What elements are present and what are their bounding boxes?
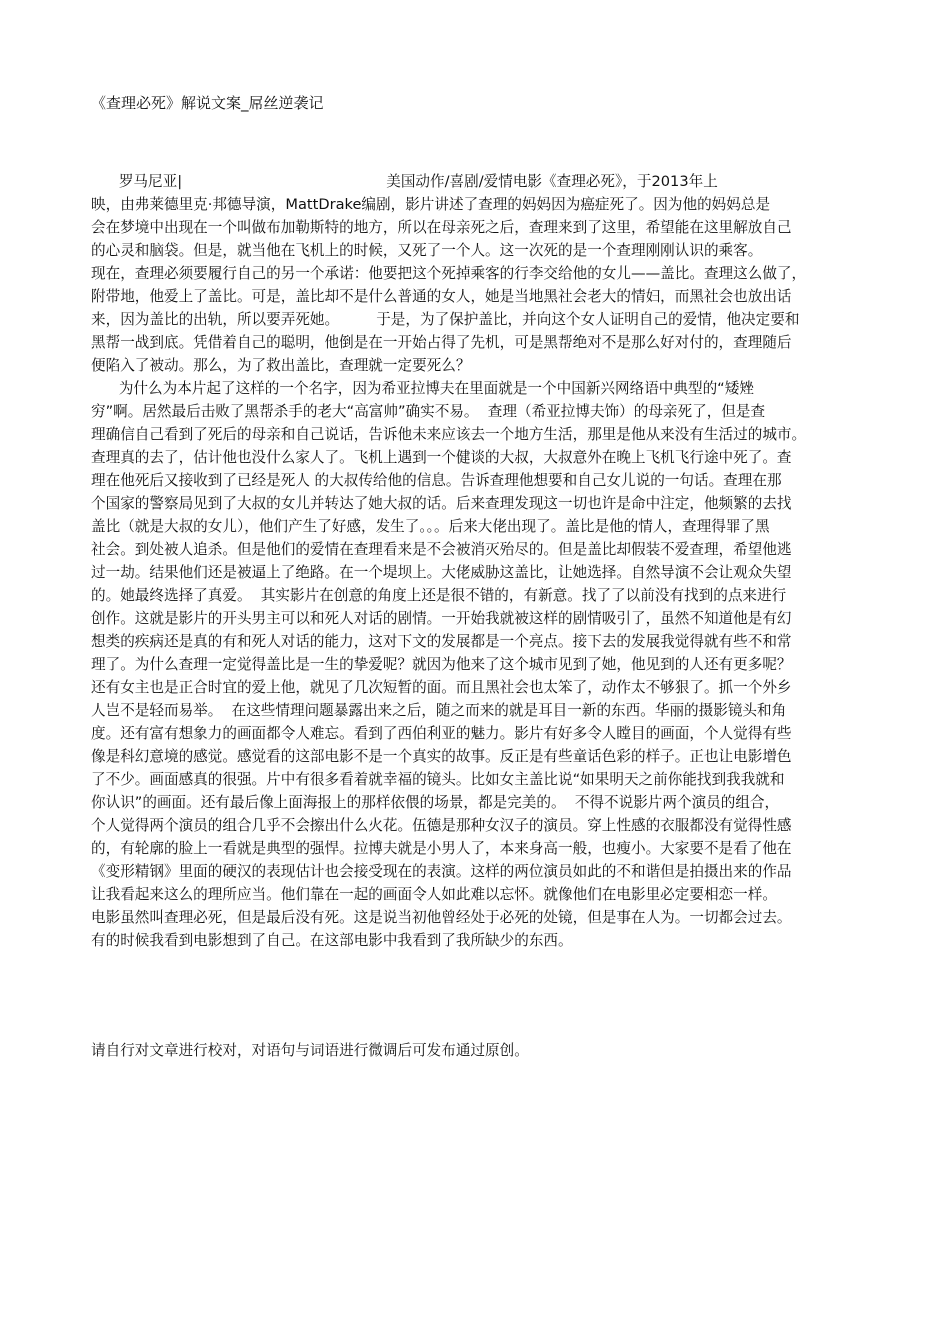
article-line: 电影虽然叫查理必死，但是最后没有死。这是说当初他曾经处于必死的处镜，但是事在人为。一切都会过去。 [91, 909, 792, 926]
article-line: 会在梦境中出现在一个叫做布加勒斯特的地方，所以在母亲死之后，查理来到了这里，希望能在这里解放自己 [91, 219, 792, 236]
article-line: 为什么为本片起了这样的一个名字，因为希亚拉博夫在里面就是一个中国新兴网络语中典型的“矮矬 [91, 380, 754, 397]
document-title: 《查理必死》解说文案_屌丝逆袭记 [91, 94, 324, 112]
article-line: 黑帮一战到底。凭借着自己的聪明，他倒是在一开始占得了先机，可是黑帮绝对不是那么好对付的，查理随后 [91, 334, 792, 351]
article-line: 的，有轮廓的脸上一看就是典型的强悍。拉博夫就是小男人了，本来身高一般，也瘦小。大家要不是看了他在 [91, 840, 792, 857]
article-line: 了不少。画面感真的很强。片中有很多看着就幸福的镜头。比如女主盖比说“如果明天之前你能找到我我就和 [91, 771, 785, 788]
article-line: 的心灵和脑袋。但是，就当他在飞机上的时候，又死了一个人。这一次死的是一个查理刚刚认识的乘客。 [91, 242, 763, 259]
article-line: 罗马尼亚| 美国动作/喜剧/爱情电影《查理必死》，于2013年上 [91, 173, 718, 190]
article-line: 《变形精钢》里面的硬汉的表现估计也会接受现在的表演。这样的两位演员如此的不和谐但是拍摄出来的作品 [91, 863, 792, 880]
article-line: 有的时候我看到电影想到了自己。在这部电影中我看到了我所缺少的东西。 [91, 932, 573, 949]
article-line: 社会。到处被人追杀。但是他们的爱情在查理看来是不会被消灭殆尽的。但是盖比却假装不爱查理，希望他逃 [91, 541, 792, 558]
article-line: 来，因为盖比的出轨，所以要弄死她。 于是，为了保护盖比，并向这个女人证明自己的爱情，他决定要和 [91, 311, 800, 328]
article-line: 的。她最终选择了真爱。 其实影片在创意的角度上还是很不错的，有新意。找了了以前没有找到的点来进行 [91, 587, 787, 604]
article-line: 像是科幻意境的感觉。感觉看的这部电影不是一个真实的故事。反正是有些童话色彩的样子。正也让电影增色 [91, 748, 792, 765]
article-line: 盖比（就是大叔的女儿），他们产生了好感，发生了。。。后来大佬出现了。盖比是他的情人，查理得罪了黑 [91, 518, 770, 535]
article-line: 过一劫。结果他们还是被逼上了绝路。在一个堤坝上。大佬威胁这盖比，让她选择。自然导演不会让观众失望 [91, 564, 792, 581]
article-line: 理了。为什么查理一定觉得盖比是一生的挚爱呢？就因为他来了这个城市见到了她，他见到的人还有更多呢？ [91, 656, 792, 673]
article-line: 理在他死后又接收到了已经是死人 的大叔传给他的信息。告诉查理他想要和自己女儿说的一句话。查理在那 [91, 472, 782, 489]
article-line: 个国家的警察局见到了大叔的女儿并转达了她大叔的话。后来查理发现这一切也许是命中注定，他频繁的去找 [91, 495, 792, 512]
article-line: 映，由弗莱德里克·邦德导演，MattDrake编剧，影片讲述了查理的妈妈因为癌症死了。因为他的妈妈总是 [91, 196, 771, 213]
article-line: 想类的疾病还是真的有和死人对话的能力，这对下文的发展都是一个亮点。接下去的发展我觉得就有些不和常 [91, 633, 792, 650]
article-line: 你认识”的画面。还有最后像上面海报上的那样依偎的场景，都是完美的。 不得不说影片两个演员的组合， [91, 794, 780, 811]
article-body [91, 170, 867, 952]
article-line: 便陷入了被动。那么，为了救出盖比，查理就一定要死么？ [91, 357, 471, 374]
article-line: 创作。这就是影片的开头男主可以和死人对话的剧情。一开始我就被这样的剧情吸引了，虽然不知道他是有幻 [91, 610, 792, 627]
article-line: 让我看起来这么的理所应当。他们靠在一起的画面令人如此难以忘怀。就像他们在电影里必定要相恋一样。 [91, 886, 777, 903]
article-line: 个人觉得两个演员的组合几乎不会擦出什么火花。伍德是那种女汉子的演员。穿上性感的衣服都没有觉得性感 [91, 817, 792, 834]
article-line: 穷”啊。居然最后击败了黑帮杀手的老大“高富帅”确实不易。 查理（希亚拉博夫饰）的母亲死了，但是查 [91, 403, 766, 420]
article-line: 查理真的去了，估计他也没什么家人了。飞机上遇到一个健谈的大叔，大叔意外在晚上飞机飞行途中死了。查 [91, 449, 792, 466]
article-line: 人岂不是轻而易举。 在这些情理问题暴露出来之后，随之而来的就是耳目一新的东西。华丽的摄影镜头和角 [91, 702, 787, 719]
article-line: 附带地，他爱上了盖比。可是，盖比却不是什么普通的女人，她是当地黑社会老大的情妇，而黑社会也放出话 [91, 288, 792, 305]
article-line: 理确信自己看到了死后的母亲和自己说话，告诉他未来应该去一个地方生活，那里是他从来没有生活过的城市。 [91, 426, 807, 443]
article-line: 还有女主也是正合时宜的爱上他，就见了几次短暂的面。而且黑社会也太笨了，动作太不够狠了。抓一个外乡 [91, 679, 792, 696]
article-line: 度。还有富有想象力的画面都令人难忘。看到了西伯利亚的魅力。影片有好多令人瞠目的画面，个人觉得有些 [91, 725, 792, 742]
article-line: 现在，查理必须要履行自己的另一个承诺：他要把这个死掉乘客的行李交给他的女儿——盖比。查理这么做了， [91, 265, 807, 282]
proofread-note: 请自行对文章进行校对，对语句与词语进行微调后可发布通过原创。 [91, 1042, 529, 1059]
